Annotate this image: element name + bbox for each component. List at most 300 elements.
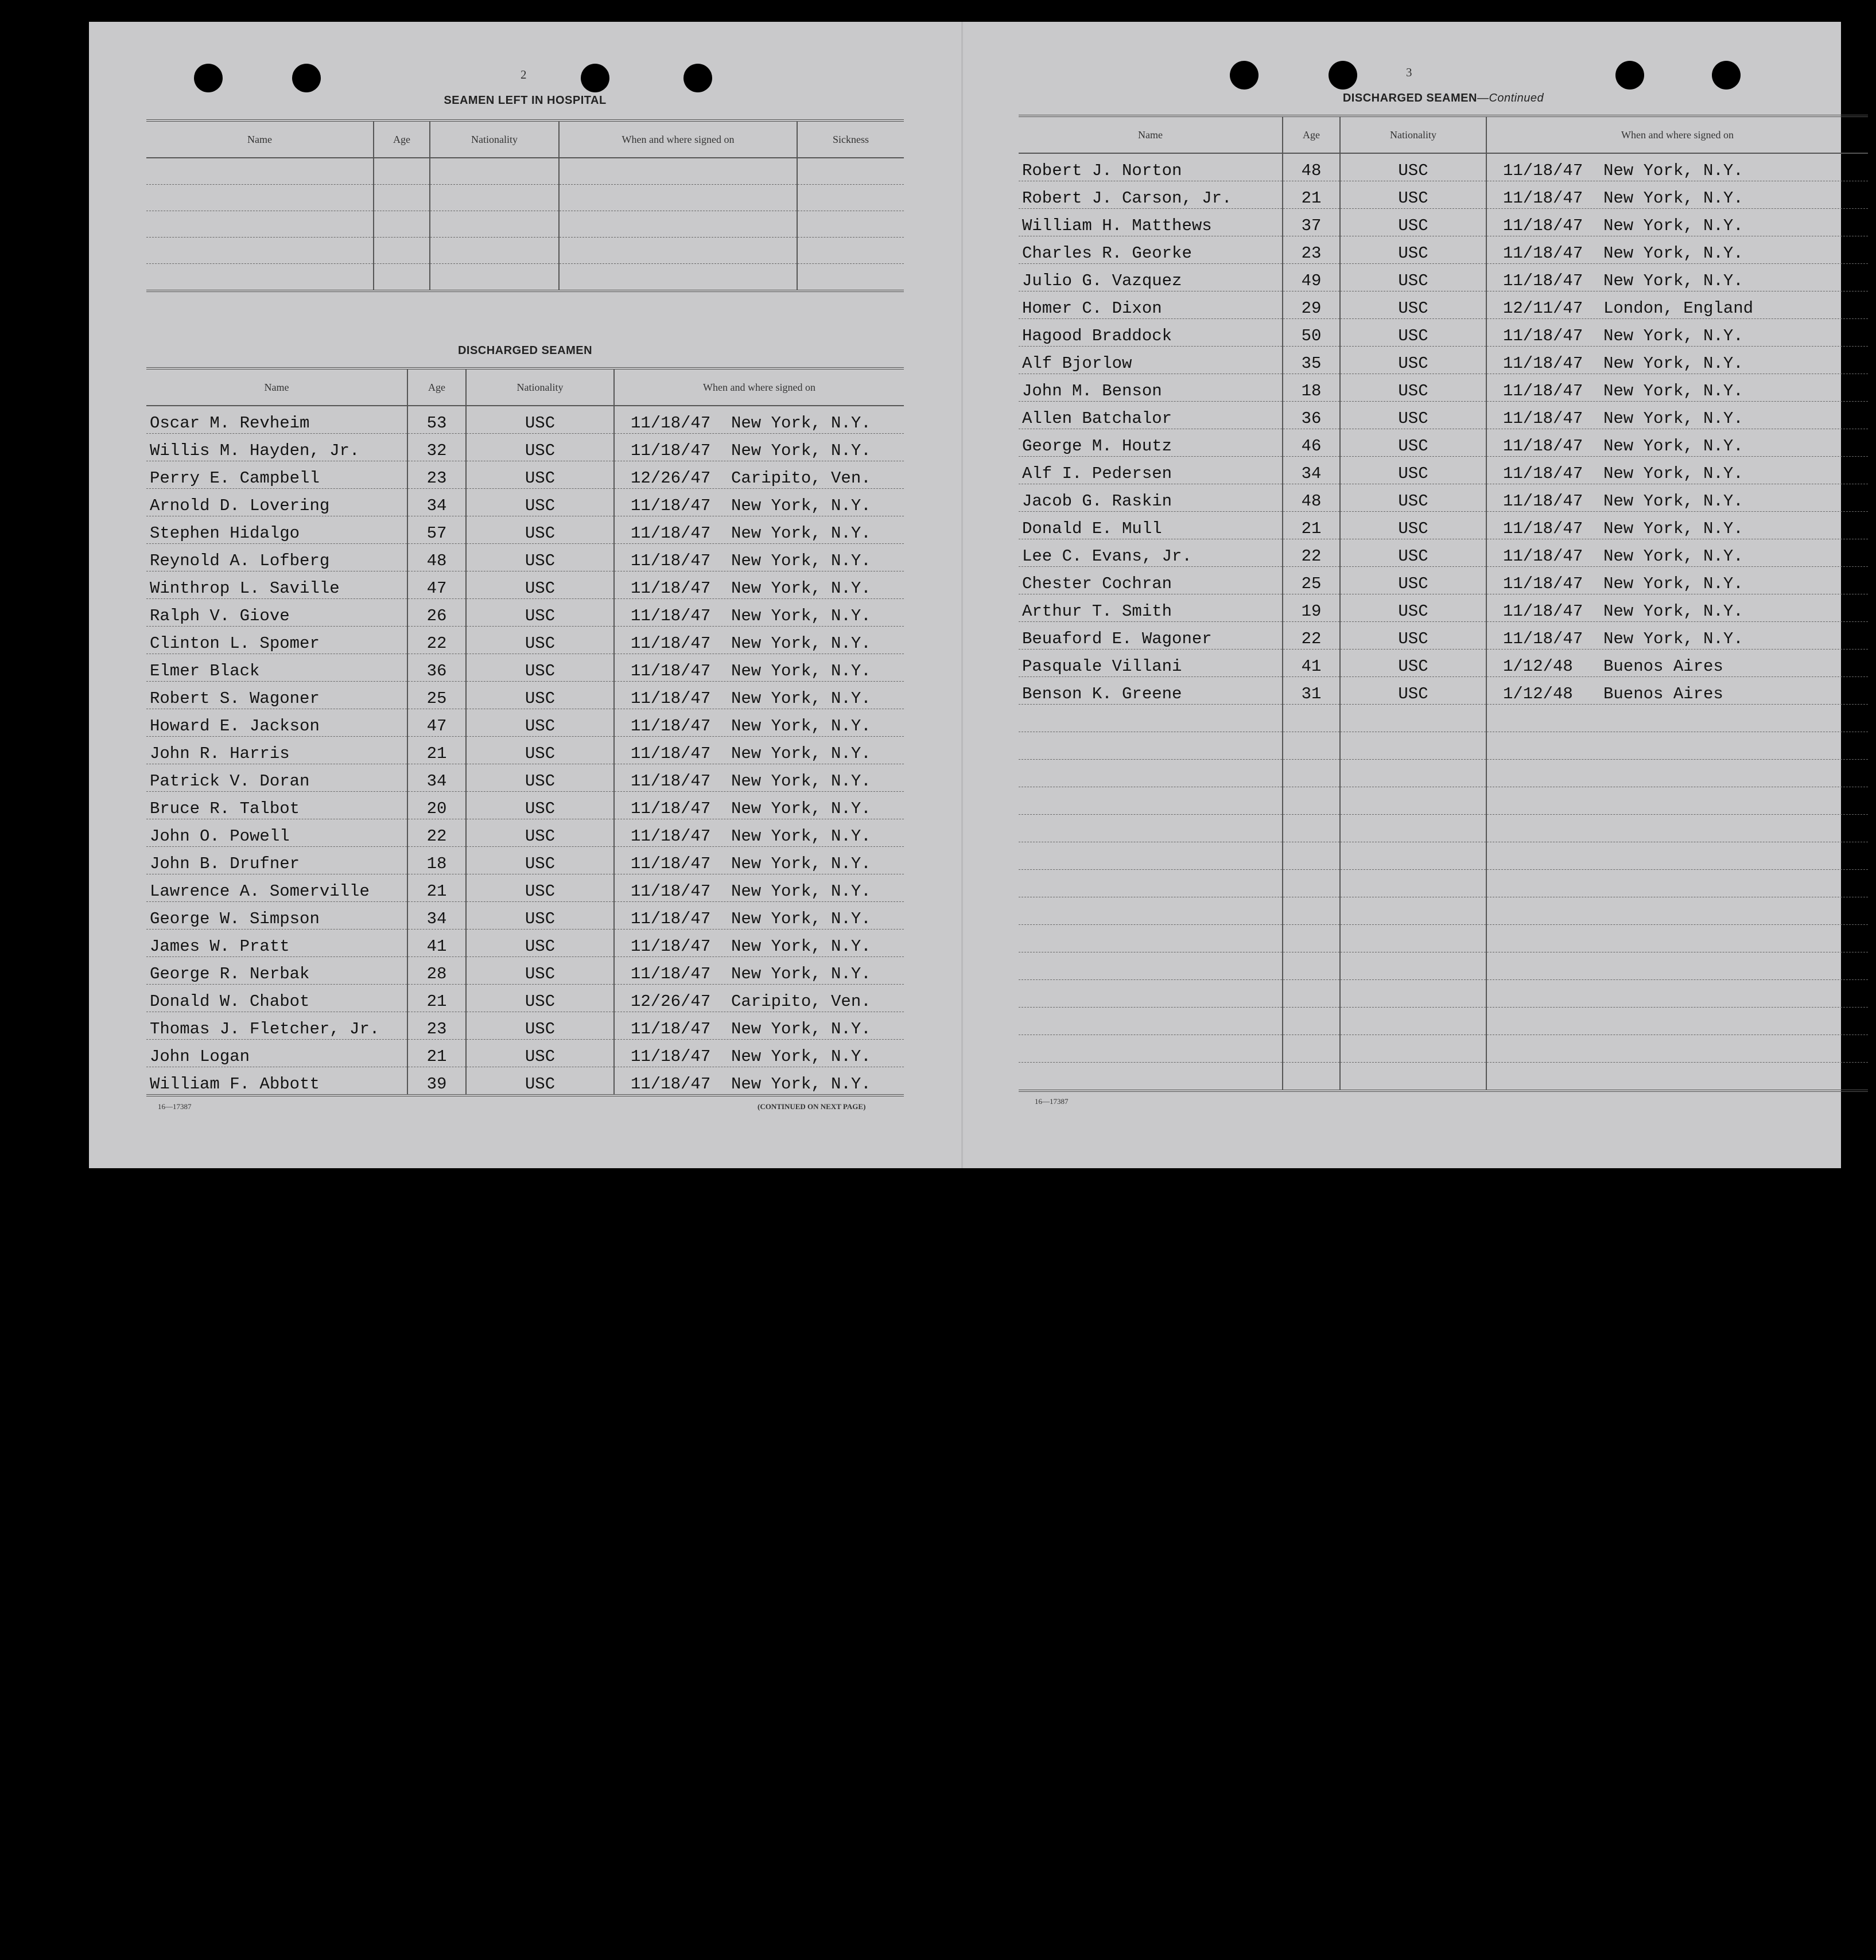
seaman-name: Patrick V. Doran [146,764,407,792]
seaman-nationality: USC [1340,594,1486,622]
empty-cell [1019,897,1283,925]
form-number-left: 16—17387 [158,1102,192,1111]
seaman-age: 35 [1283,347,1340,374]
seaman-nationality: USC [1340,209,1486,236]
empty-cell [1019,705,1283,732]
seaman-nationality: USC [466,1012,614,1040]
table-row [146,238,904,264]
signed-on-place: New York, N.Y. [1603,161,1743,180]
seaman-name: Robert S. Wagoner [146,682,407,709]
signed-on-place: New York, N.Y. [731,606,871,625]
empty-cell [430,238,559,264]
seaman-nationality: USC [466,874,614,902]
seaman-age: 29 [1283,291,1340,319]
seaman-nationality: USC [466,819,614,847]
table-row [146,874,904,902]
seaman-nationality: USC [466,709,614,737]
page-number-left: 2 [521,68,527,81]
seaman-age: 41 [407,930,466,957]
empty-cell [430,264,559,291]
col-header-name: Name [146,368,407,406]
seaman-nationality: USC [1340,319,1486,347]
empty-cell [1340,760,1486,787]
signed-on-date: 11/18/47 [631,1020,711,1039]
table-row [146,434,904,461]
table-row [146,792,904,819]
empty-cell [1283,897,1340,925]
seaman-age: 48 [1283,153,1340,181]
signed-on-date: 11/18/47 [1503,464,1583,483]
title-main: DISCHARGED SEAMEN [1342,92,1477,104]
empty-cell [1019,760,1283,787]
empty-cell [1486,897,1868,925]
signed-on-place: Buenos Aires [1603,685,1723,703]
seaman-name: George M. Houtz [1019,429,1283,457]
seaman-nationality: USC [466,461,614,489]
col-header-nationality: Nationality [1340,116,1486,153]
signed-on-cell [614,957,904,985]
seaman-age: 49 [1283,264,1340,291]
empty-cell [1486,842,1868,870]
signed-on-cell [614,544,904,571]
signed-on-date: 12/11/47 [1503,299,1583,318]
table-row [1019,181,1868,209]
punch-hole [581,64,609,92]
signed-on-cell [1486,319,1868,347]
table-row [146,930,904,957]
continued-note: (CONTINUED ON NEXT PAGE) [758,1102,866,1111]
seaman-nationality: USC [466,516,614,544]
empty-cell [1340,787,1486,815]
empty-cell [1340,1035,1486,1063]
seaman-name: George W. Simpson [146,902,407,930]
seaman-nationality: USC [1340,181,1486,209]
table-row [1019,760,1868,787]
seaman-age: 22 [1283,622,1340,650]
signed-on-place: New York, N.Y. [731,524,871,543]
seaman-age: 34 [1283,457,1340,484]
table-row [1019,870,1868,897]
col-header-age: Age [374,120,430,158]
table-row [1019,319,1868,347]
seaman-nationality: USC [466,599,614,627]
signed-on-cell [614,654,904,682]
seaman-name: Arnold D. Lovering [146,489,407,516]
empty-cell [1019,980,1283,1008]
seaman-nationality: USC [1340,429,1486,457]
signed-on-cell [614,930,904,957]
col-header-nationality: Nationality [466,368,614,406]
empty-cell [559,158,797,185]
signed-on-date: 11/18/47 [1503,216,1583,235]
signed-on-place: New York, N.Y. [1603,244,1743,263]
table-row [1019,897,1868,925]
seaman-name: Arthur T. Smith [1019,594,1283,622]
seaman-nationality: USC [466,627,614,654]
signed-on-place: New York, N.Y. [731,882,871,901]
signed-on-place: New York, N.Y. [1603,216,1743,235]
document-sheet [89,22,1841,1168]
seaman-nationality: USC [1340,484,1486,512]
seaman-nationality: USC [1340,374,1486,402]
signed-on-place: New York, N.Y. [1603,409,1743,428]
seaman-nationality: USC [466,406,614,434]
signed-on-place: New York, N.Y. [731,441,871,460]
seaman-age: 31 [1283,677,1340,705]
signed-on-place: New York, N.Y. [731,1020,871,1039]
col-header-name: Name [146,120,374,158]
signed-on-date: 11/18/47 [1503,271,1583,290]
punch-hole [1329,61,1357,90]
empty-cell [146,158,374,185]
table-row [146,406,904,434]
signed-on-place: New York, N.Y. [731,854,871,873]
table-row [1019,236,1868,264]
seaman-name: John O. Powell [146,819,407,847]
empty-cell [1486,1008,1868,1035]
empty-cell [1283,705,1340,732]
empty-cell [559,185,797,211]
signed-on-date: 11/18/47 [631,717,711,736]
signed-on-place: New York, N.Y. [731,965,871,983]
signed-on-cell [614,819,904,847]
signed-on-date: 11/18/47 [631,965,711,983]
seaman-nationality: USC [1340,153,1486,181]
empty-cell [1340,815,1486,842]
signed-on-date: 11/18/47 [631,414,711,433]
empty-cell [1019,925,1283,952]
signed-on-date: 11/18/47 [631,606,711,625]
table-row [1019,1063,1868,1091]
signed-on-place: New York, N.Y. [731,717,871,736]
empty-cell [1283,925,1340,952]
table-row [146,461,904,489]
seaman-name: Elmer Black [146,654,407,682]
seaman-name: Lawrence A. Somerville [146,874,407,902]
empty-cell [1486,1035,1868,1063]
signed-on-cell [1486,429,1868,457]
seaman-name: John Logan [146,1040,407,1067]
seaman-age: 23 [407,1012,466,1040]
form-number-right: 16—17387 [1035,1097,1069,1106]
table-row [1019,264,1868,291]
signed-on-date: 11/18/47 [631,772,711,791]
signed-on-cell [614,874,904,902]
signed-on-date: 11/18/47 [631,854,711,873]
seaman-name: Chester Cochran [1019,567,1283,594]
seaman-name: Homer C. Dixon [1019,291,1283,319]
signed-on-cell [1486,512,1868,539]
signed-on-cell [1486,347,1868,374]
signed-on-date: 11/18/47 [631,441,711,460]
empty-cell [1283,952,1340,980]
signed-on-place: New York, N.Y. [1603,492,1743,511]
seaman-nationality: USC [466,1040,614,1067]
signed-on-date: 11/18/47 [1503,244,1583,263]
signed-on-cell [614,764,904,792]
seaman-age: 47 [407,571,466,599]
table-row [146,1067,904,1096]
signed-on-date: 12/26/47 [631,992,711,1011]
table-row [146,682,904,709]
empty-cell [374,158,430,185]
empty-cell [1486,760,1868,787]
seaman-name: Beuaford E. Wagoner [1019,622,1283,650]
table-row [1019,677,1868,705]
empty-cell [1283,980,1340,1008]
signed-on-cell [1486,153,1868,181]
empty-cell [1283,870,1340,897]
signed-on-place: New York, N.Y. [1603,437,1743,456]
signed-on-place: New York, N.Y. [1603,464,1743,483]
signed-on-place: New York, N.Y. [731,937,871,956]
signed-on-place: New York, N.Y. [731,662,871,680]
seaman-age: 34 [407,489,466,516]
seaman-nationality: USC [1340,236,1486,264]
empty-cell [559,238,797,264]
empty-cell [1283,815,1340,842]
seaman-age: 36 [407,654,466,682]
signed-on-place: New York, N.Y. [731,744,871,763]
signed-on-date: 11/18/47 [1503,574,1583,593]
empty-cell [146,211,374,238]
table-row [1019,705,1868,732]
table-row [146,627,904,654]
empty-cell [1340,1008,1486,1035]
table-row [1019,787,1868,815]
seaman-age: 25 [407,682,466,709]
empty-cell [430,185,559,211]
seaman-age: 26 [407,599,466,627]
signed-on-cell [1486,539,1868,567]
seaman-nationality: USC [1340,622,1486,650]
table-row [1019,429,1868,457]
table-row [146,654,904,682]
seaman-name: Robert J. Norton [1019,153,1283,181]
table-row [1019,925,1868,952]
table-row [146,902,904,930]
table-row [1019,952,1868,980]
table-row [1019,374,1868,402]
seaman-age: 22 [407,819,466,847]
signed-on-place: New York, N.Y. [731,634,871,653]
seaman-name: John M. Benson [1019,374,1283,402]
seaman-age: 32 [407,434,466,461]
seaman-name: Donald W. Chabot [146,985,407,1012]
signed-on-date: 12/26/47 [631,469,711,488]
signed-on-cell [614,627,904,654]
seaman-age: 47 [407,709,466,737]
seaman-nationality: USC [466,957,614,985]
signed-on-cell [614,682,904,709]
table-row [146,957,904,985]
seaman-age: 53 [407,406,466,434]
table-row [146,489,904,516]
signed-on-cell [614,985,904,1012]
signed-on-cell [1486,650,1868,677]
seaman-age: 39 [407,1067,466,1096]
table-row [146,264,904,291]
table-row [1019,815,1868,842]
signed-on-place: New York, N.Y. [1603,602,1743,621]
seaman-nationality: USC [1340,347,1486,374]
seaman-nationality: USC [1340,650,1486,677]
empty-cell [1340,952,1486,980]
empty-cell [146,264,374,291]
signed-on-cell [614,434,904,461]
discharged-table-right [1019,115,1868,1092]
table-row [1019,1035,1868,1063]
empty-cell [1019,732,1283,760]
seaman-nationality: USC [466,847,614,874]
seaman-name: William H. Matthews [1019,209,1283,236]
empty-cell [430,158,559,185]
empty-cell [1019,870,1283,897]
signed-on-cell [614,516,904,544]
seaman-name: Donald E. Mull [1019,512,1283,539]
signed-on-date: 11/18/47 [631,882,711,901]
page-fold [961,22,963,1168]
signed-on-place: New York, N.Y. [731,551,871,570]
signed-on-date: 11/18/47 [631,1075,711,1094]
signed-on-cell [1486,264,1868,291]
signed-on-place: New York, N.Y. [1603,354,1743,373]
empty-cell [1283,1035,1340,1063]
empty-cell [374,264,430,291]
empty-cell [797,211,904,238]
table-row [146,544,904,571]
seaman-name: William F. Abbott [146,1067,407,1096]
seaman-age: 18 [407,847,466,874]
table-row [1019,402,1868,429]
empty-cell [1019,787,1283,815]
table-row [146,847,904,874]
signed-on-date: 11/18/47 [631,634,711,653]
signed-on-date: 11/18/47 [631,937,711,956]
signed-on-cell [614,489,904,516]
signed-on-date: 11/18/47 [631,799,711,818]
signed-on-cell [1486,402,1868,429]
signed-on-cell [1486,567,1868,594]
empty-cell [1340,897,1486,925]
col-header-sickness: Sickness [797,120,904,158]
table-row [1019,209,1868,236]
seaman-name: John R. Harris [146,737,407,764]
empty-cell [1486,787,1868,815]
seaman-age: 22 [1283,539,1340,567]
seaman-nationality: USC [466,682,614,709]
empty-cell [1486,952,1868,980]
col-header-age: Age [1283,116,1340,153]
table-row [1019,484,1868,512]
signed-on-place: Buenos Aires [1603,657,1723,676]
signed-on-cell [1486,594,1868,622]
empty-cell [559,211,797,238]
signed-on-date: 11/18/47 [631,1047,711,1066]
seaman-name: Howard E. Jackson [146,709,407,737]
seaman-name: Robert J. Carson, Jr. [1019,181,1283,209]
seaman-name: Reynold A. Lofberg [146,544,407,571]
signed-on-place: New York, N.Y. [731,799,871,818]
table-row [146,211,904,238]
seaman-nationality: USC [1340,291,1486,319]
seaman-age: 28 [407,957,466,985]
col-header-age: Age [407,368,466,406]
seaman-nationality: USC [466,1067,614,1096]
table-row [1019,512,1868,539]
table-row [146,764,904,792]
seaman-name: Perry E. Campbell [146,461,407,489]
signed-on-cell [614,709,904,737]
empty-cell [797,264,904,291]
discharged-table-left [146,367,904,1096]
empty-cell [1340,1063,1486,1091]
seaman-age: 21 [1283,181,1340,209]
empty-cell [1486,1063,1868,1091]
seaman-name: Hagood Braddock [1019,319,1283,347]
empty-cell [1019,815,1283,842]
empty-cell [146,185,374,211]
seaman-nationality: USC [466,737,614,764]
seaman-name: Ralph V. Giove [146,599,407,627]
table-row [1019,594,1868,622]
signed-on-date: 1/12/48 [1503,685,1573,703]
table-row [1019,842,1868,870]
signed-on-place: New York, N.Y. [731,772,871,791]
signed-on-date: 1/12/48 [1503,657,1573,676]
punch-hole [1230,61,1259,90]
seaman-nationality: USC [466,434,614,461]
seaman-nationality: USC [1340,512,1486,539]
signed-on-cell [1486,209,1868,236]
seaman-nationality: USC [466,544,614,571]
signed-on-date: 11/18/47 [1503,409,1583,428]
signed-on-place: New York, N.Y. [1603,382,1743,400]
signed-on-cell [614,792,904,819]
seaman-name: Jacob G. Raskin [1019,484,1283,512]
signed-on-date: 11/18/47 [631,579,711,598]
seaman-name: Willis M. Hayden, Jr. [146,434,407,461]
signed-on-place: New York, N.Y. [731,579,871,598]
seaman-nationality: USC [466,985,614,1012]
seaman-nationality: USC [466,654,614,682]
empty-cell [1283,1008,1340,1035]
seaman-nationality: USC [1340,457,1486,484]
signed-on-cell [1486,677,1868,705]
seaman-age: 50 [1283,319,1340,347]
signed-on-date: 11/18/47 [1503,382,1583,400]
empty-cell [1340,705,1486,732]
page-number-right: 3 [1406,65,1412,79]
signed-on-date: 11/18/47 [631,662,711,680]
signed-on-cell [1486,291,1868,319]
signed-on-place: New York, N.Y. [731,1047,871,1066]
seaman-nationality: USC [466,792,614,819]
table-row [146,985,904,1012]
signed-on-place: New York, N.Y. [1603,547,1743,566]
table-row [146,185,904,211]
empty-cell [1283,1063,1340,1091]
signed-on-place: New York, N.Y. [731,496,871,515]
empty-cell [1486,925,1868,952]
punch-hole [1615,61,1644,90]
seaman-nationality: USC [466,930,614,957]
seaman-name: Stephen Hidalgo [146,516,407,544]
table-row [1019,1008,1868,1035]
empty-cell [1283,760,1340,787]
signed-on-place: New York, N.Y. [1603,629,1743,648]
discharged-continued-title [1019,92,1868,105]
